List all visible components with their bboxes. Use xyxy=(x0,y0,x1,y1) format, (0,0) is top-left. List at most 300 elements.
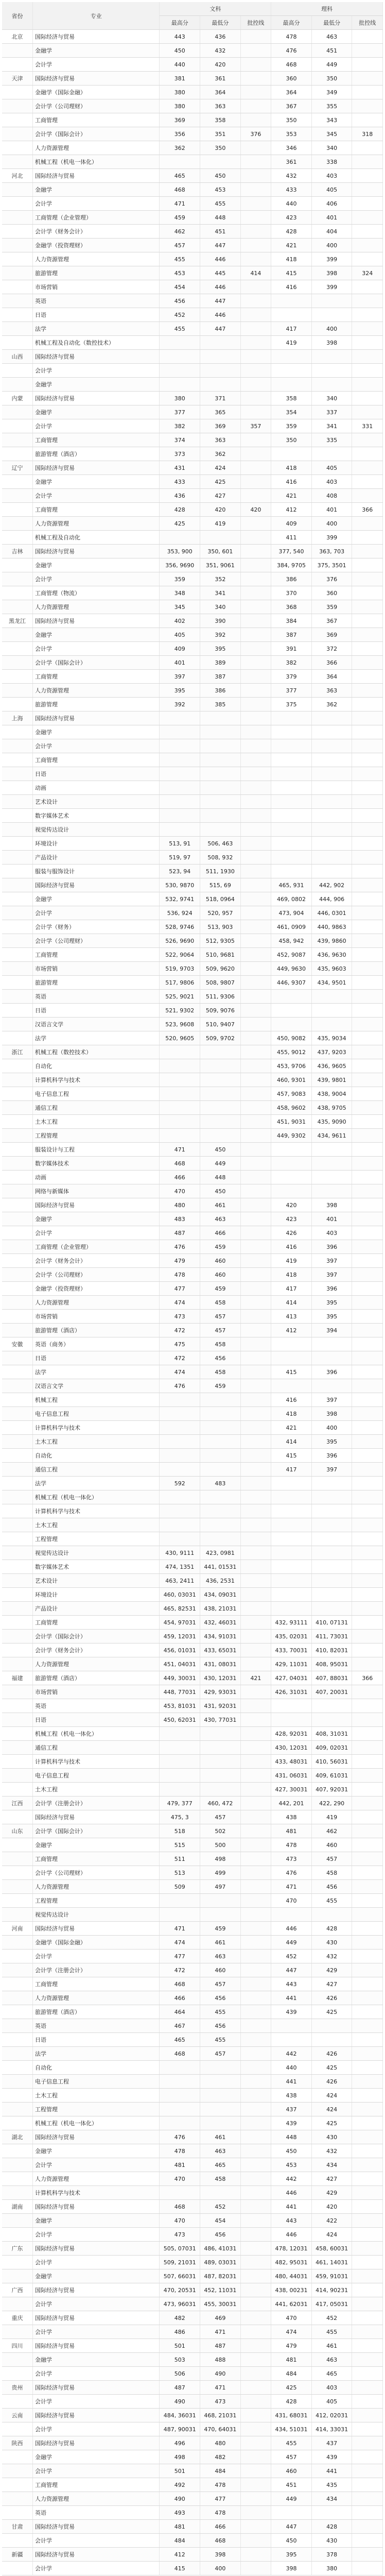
like-min-cell: 460 xyxy=(311,1838,352,1852)
like-min-cell: 442, 902 xyxy=(311,878,352,892)
like-line-cell xyxy=(352,1783,383,1797)
like-min-cell xyxy=(311,837,352,851)
major-cell: 工商管理 xyxy=(32,503,159,517)
wenke-line-cell xyxy=(240,2381,271,2395)
table-row xyxy=(2,1880,383,1894)
like-max-cell xyxy=(271,795,312,809)
major-cell: 机械工程 xyxy=(32,1393,159,1407)
like-max-cell xyxy=(271,1337,312,1351)
wenke-line-cell xyxy=(240,239,271,252)
province-cell xyxy=(2,1699,32,1713)
province-cell xyxy=(2,1031,32,1045)
like-min-cell: 399 xyxy=(311,531,352,545)
like-line-cell xyxy=(352,2242,383,2256)
wenke-line-cell xyxy=(240,433,271,447)
table-row xyxy=(2,99,383,113)
wenke-max-cell: 453 xyxy=(160,266,200,280)
wenke-line-cell xyxy=(240,211,271,225)
like-min-cell xyxy=(311,1713,352,1727)
province-cell xyxy=(2,197,32,211)
like-min-cell: 349 xyxy=(311,86,352,99)
like-min-cell: 422, 290 xyxy=(311,1797,352,1810)
table-row xyxy=(2,2116,383,2130)
wenke-max-cell: 536, 924 xyxy=(160,906,200,920)
wenke-line-cell xyxy=(240,1630,271,1643)
like-line-cell: 318 xyxy=(352,127,383,141)
wenke-line-cell xyxy=(240,823,271,837)
major-cell: 国际经济与贸易 xyxy=(32,1922,159,1936)
like-min-cell: 403 xyxy=(311,1226,352,1240)
wenke-min-cell: 358 xyxy=(200,113,241,127)
wenke-max-cell: 465 xyxy=(160,169,200,183)
province-cell xyxy=(2,725,32,739)
like-min-cell xyxy=(311,1157,352,1171)
like-max-header: 最高分 xyxy=(271,16,312,30)
major-cell: 英语（商务） xyxy=(32,1337,159,1351)
province-cell xyxy=(2,2562,32,2575)
wenke-max-cell: 459, 12031 xyxy=(160,1630,200,1643)
wenke-min-cell: 465 xyxy=(200,2158,241,2172)
like-line-cell xyxy=(352,1087,383,1101)
like-line-cell xyxy=(352,2228,383,2242)
like-line-cell xyxy=(352,2144,383,2158)
province-cell xyxy=(2,670,32,684)
like-line-cell xyxy=(352,1991,383,2005)
like-line-cell xyxy=(352,990,383,1004)
wenke-min-cell: 466 xyxy=(200,2520,241,2534)
like-line-cell xyxy=(352,837,383,851)
like-min-cell xyxy=(311,1602,352,1616)
wenke-line-cell xyxy=(240,1073,271,1087)
wenke-line-cell xyxy=(240,1574,271,1588)
table-row xyxy=(2,1574,383,1588)
major-cell: 会计学 xyxy=(32,2228,159,2242)
major-cell: 会计学（国际会计） xyxy=(32,656,159,670)
like-line-cell xyxy=(352,1477,383,1490)
like-line-cell xyxy=(352,2325,383,2339)
wenke-min-cell: 419 xyxy=(200,517,241,531)
wenke-max-cell: 532, 9741 xyxy=(160,892,200,906)
wenke-max-cell xyxy=(160,2061,200,2075)
like-line-cell xyxy=(352,642,383,656)
province-cell xyxy=(2,1198,32,1212)
province-cell xyxy=(2,1643,32,1657)
table-row xyxy=(2,1894,383,1908)
like-line-cell xyxy=(352,2367,383,2381)
like-line-cell xyxy=(352,197,383,211)
major-cell: 人力资源管理 xyxy=(32,1880,159,1894)
like-max-cell: 386 xyxy=(271,572,312,586)
province-cell xyxy=(2,517,32,531)
table-row xyxy=(2,155,383,169)
wenke-min-cell: 351, 9061 xyxy=(200,558,241,572)
major-header: 专业 xyxy=(32,2,159,30)
major-cell: 产品设计 xyxy=(32,851,159,865)
wenke-min-cell: 447 xyxy=(200,294,241,308)
wenke-max-cell xyxy=(160,823,200,837)
major-cell: 会计学 xyxy=(32,2158,159,2172)
like-max-cell xyxy=(271,753,312,767)
like-min-cell xyxy=(311,1171,352,1184)
wenke-min-cell xyxy=(200,1532,241,1546)
like-min-cell: 397 xyxy=(311,1254,352,1268)
wenke-min-cell: 509, 9702 xyxy=(200,1031,241,1045)
table-row xyxy=(2,1324,383,1337)
table-row xyxy=(2,141,383,155)
like-min-cell: 432 xyxy=(311,2144,352,2158)
wenke-line-cell xyxy=(240,698,271,711)
like-line-cell xyxy=(352,2116,383,2130)
wenke-min-cell: 480 xyxy=(200,2436,241,2450)
province-cell xyxy=(2,837,32,851)
major-cell: 土木工程 xyxy=(32,2089,159,2103)
like-min-cell: 397 xyxy=(311,1393,352,1407)
like-max-cell: 470 xyxy=(271,2311,312,2325)
like-min-cell xyxy=(311,865,352,878)
wenke-line-cell xyxy=(240,1657,271,1671)
major-cell: 动画 xyxy=(32,1171,159,1184)
wenke-line-cell xyxy=(240,1797,271,1810)
like-max-cell xyxy=(271,823,312,837)
wenke-min-cell: 455 xyxy=(200,197,241,211)
wenke-min-cell xyxy=(200,2186,241,2200)
like-max-cell: 411 xyxy=(271,531,312,545)
wenke-line-cell xyxy=(240,2172,271,2186)
wenke-max-cell: 476 xyxy=(160,2130,200,2144)
wenke-max-cell: 468 xyxy=(160,183,200,197)
major-cell: 自动化 xyxy=(32,2061,159,2075)
like-max-cell: 417 xyxy=(271,1463,312,1477)
major-cell: 通信工程 xyxy=(32,1463,159,1477)
wenke-min-cell: 452, 11031 xyxy=(200,2283,241,2297)
like-min-cell: 439 xyxy=(311,2450,352,2464)
wenke-max-cell: 465 xyxy=(160,2033,200,2047)
table-row xyxy=(2,1101,383,1115)
table-body xyxy=(2,30,383,2575)
table-row xyxy=(2,2436,383,2450)
wenke-line-cell xyxy=(240,2339,271,2353)
like-line-cell xyxy=(352,239,383,252)
wenke-line-cell xyxy=(240,572,271,586)
province-cell xyxy=(2,1755,32,1769)
wenke-min-cell: 433, 65031 xyxy=(200,1643,241,1657)
wenke-line-cell xyxy=(240,545,271,558)
wenke-line-cell xyxy=(240,1157,271,1171)
wenke-min-cell: 350 xyxy=(200,141,241,155)
like-max-cell: 430, 12031 xyxy=(271,1741,312,1755)
wenke-line-cell xyxy=(240,322,271,336)
table-row xyxy=(2,58,383,72)
like-max-cell: 449 xyxy=(271,2492,312,2506)
wenke-max-cell: 428 xyxy=(160,503,200,517)
like-max-cell: 440 xyxy=(271,197,312,211)
wenke-min-cell: 438, 21031 xyxy=(200,1602,241,1616)
province-cell xyxy=(2,809,32,823)
like-line-cell xyxy=(352,1184,383,1198)
like-max-cell: 452, 9087 xyxy=(271,948,312,962)
wenke-max-cell: 448, 77031 xyxy=(160,1685,200,1699)
like-min-cell: 435, 9603 xyxy=(311,962,352,976)
like-min-cell: 401 xyxy=(311,503,352,517)
province-cell xyxy=(2,572,32,586)
major-cell: 工商管理 xyxy=(32,948,159,962)
admission-score-table-page xyxy=(2,2,383,2575)
wenke-line-cell xyxy=(240,86,271,99)
like-min-cell: 380 xyxy=(311,2562,352,2575)
like-line-cell xyxy=(352,1532,383,1546)
province-cell xyxy=(2,823,32,837)
wenke-max-cell xyxy=(160,2075,200,2089)
wenke-min-cell: 457 xyxy=(200,2047,241,2061)
like-min-cell: 404 xyxy=(311,225,352,239)
like-max-cell xyxy=(271,809,312,823)
like-line-cell xyxy=(352,1810,383,1824)
province-cell xyxy=(2,1477,32,1490)
like-line-cell xyxy=(352,711,383,725)
wenke-min-cell xyxy=(200,1087,241,1101)
major-cell: 产品设计 xyxy=(32,1602,159,1616)
province-cell xyxy=(2,948,32,962)
like-min-cell xyxy=(311,1518,352,1532)
like-max-cell: 391 xyxy=(271,642,312,656)
wenke-max-cell: 462 xyxy=(160,225,200,239)
province-cell xyxy=(2,698,32,711)
major-cell: 国际经济与贸易 xyxy=(32,392,159,405)
like-line-cell xyxy=(352,30,383,44)
like-max-cell: 409 xyxy=(271,517,312,531)
wenke-line-cell xyxy=(240,2409,271,2422)
wenke-max-cell: 436 xyxy=(160,489,200,503)
wenke-min-cell: 436 xyxy=(200,30,241,44)
like-line-cell xyxy=(352,878,383,892)
like-max-cell: 354 xyxy=(271,405,312,419)
major-cell: 土木工程 xyxy=(32,1435,159,1449)
wenke-min-cell: 460 xyxy=(200,1963,241,1977)
like-line-cell xyxy=(352,1296,383,1310)
wenke-max-cell: 449, 30031 xyxy=(160,1671,200,1685)
like-max-cell: 435, 02031 xyxy=(271,1630,312,1643)
wenke-max-cell: 470 xyxy=(160,1184,200,1198)
wenke-min-cell xyxy=(200,781,241,795)
major-cell: 会计学 xyxy=(32,419,159,433)
like-line-header: 批控线 xyxy=(352,16,383,30)
wenke-min-cell xyxy=(200,531,241,545)
table-row xyxy=(2,2492,383,2506)
major-cell: 英语 xyxy=(32,2506,159,2520)
major-cell: 国际经济与贸易 xyxy=(32,2242,159,2256)
wenke-line-cell xyxy=(240,2228,271,2242)
like-max-cell: 476 xyxy=(271,44,312,58)
like-min-cell: 401 xyxy=(311,1212,352,1226)
wenke-line-cell xyxy=(240,781,271,795)
wenke-max-cell: 479 xyxy=(160,1254,200,1268)
province-cell xyxy=(2,225,32,239)
wenke-min-cell xyxy=(200,2061,241,2075)
wenke-line-cell xyxy=(240,1268,271,1282)
like-line-cell xyxy=(352,725,383,739)
major-cell: 旅游管理 xyxy=(32,266,159,280)
like-min-cell xyxy=(311,725,352,739)
table-row xyxy=(2,711,383,725)
like-max-cell: 447 xyxy=(271,1963,312,1977)
wenke-max-cell: 345 xyxy=(160,600,200,614)
major-cell: 国际经济与贸易 xyxy=(32,30,159,44)
wenke-line-cell xyxy=(240,2116,271,2130)
wenke-min-cell: 513, 903 xyxy=(200,920,241,934)
like-line-cell xyxy=(352,2061,383,2075)
like-min-cell: 360 xyxy=(311,586,352,600)
wenke-max-cell: 483 xyxy=(160,1212,200,1226)
wenke-max-cell xyxy=(160,1087,200,1101)
province-cell: 黑龙江 xyxy=(2,614,32,628)
wenke-max-cell: 474 xyxy=(160,1296,200,1310)
major-cell: 工程管理 xyxy=(32,1129,159,1143)
like-max-cell: 447 xyxy=(271,2520,312,2534)
like-line-cell xyxy=(352,1588,383,1602)
wenke-max-cell: 468 xyxy=(160,1977,200,1991)
wenke-min-cell: 425 xyxy=(200,475,241,489)
wenke-line-cell xyxy=(240,1282,271,1296)
province-cell xyxy=(2,1783,32,1797)
like-max-cell: 458, 9602 xyxy=(271,1101,312,1115)
table-row xyxy=(2,1018,383,1031)
like-max-cell: 414 xyxy=(271,1435,312,1449)
wenke-max-cell: 480 xyxy=(160,1198,200,1212)
wenke-line-cell xyxy=(240,2103,271,2116)
wenke-line-cell xyxy=(240,795,271,809)
wenke-min-cell: 471 xyxy=(200,2381,241,2395)
table-row xyxy=(2,1310,383,1324)
wenke-max-cell: 473 xyxy=(160,2228,200,2242)
like-min-cell: 439, 9801 xyxy=(311,1073,352,1087)
wenke-line-cell xyxy=(240,1031,271,1045)
wenke-max-cell xyxy=(160,739,200,753)
wenke-max-cell: 353, 900 xyxy=(160,545,200,558)
wenke-line-cell xyxy=(240,2367,271,2381)
table-row xyxy=(2,948,383,962)
wenke-line-cell: 376 xyxy=(240,127,271,141)
table-row xyxy=(2,614,383,628)
wenke-min-cell: 511, 1930 xyxy=(200,865,241,878)
major-cell: 网络与新媒体 xyxy=(32,1184,159,1198)
like-max-cell: 382 xyxy=(271,656,312,670)
wenke-line-cell xyxy=(240,99,271,113)
like-min-cell: 434, 9501 xyxy=(311,976,352,990)
like-max-cell: 428, 92031 xyxy=(271,1727,312,1741)
like-max-cell: 449 xyxy=(271,1936,312,1950)
like-line-cell xyxy=(352,1797,383,1810)
wenke-min-cell: 455, 30031 xyxy=(200,2297,241,2311)
wenke-max-cell: 475, 3 xyxy=(160,1810,200,1824)
admission-score-table xyxy=(2,2,383,2575)
major-cell: 人力资源管理 xyxy=(32,2492,159,2506)
wenke-max-cell: 523, 9608 xyxy=(160,1018,200,1031)
wenke-max-cell: 493 xyxy=(160,2506,200,2520)
major-cell: 人力资源管理 xyxy=(32,252,159,266)
wenke-line-cell xyxy=(240,2422,271,2436)
like-max-cell xyxy=(271,378,312,392)
wenke-line-cell xyxy=(240,1741,271,1755)
province-cell xyxy=(2,1560,32,1574)
like-line-cell xyxy=(352,1143,383,1157)
wenke-min-cell: 463 xyxy=(200,1950,241,1963)
wenke-line-cell xyxy=(240,2520,271,2534)
wenke-max-cell: 450, 62031 xyxy=(160,1713,200,1727)
wenke-min-cell: 483 xyxy=(200,1477,241,1490)
like-line-cell xyxy=(352,1254,383,1268)
major-cell: 会计学（国际会计） xyxy=(32,1630,159,1643)
like-line-cell xyxy=(352,962,383,976)
wenke-min-cell: 450 xyxy=(200,1184,241,1198)
wenke-min-cell: 477 xyxy=(200,2492,241,2506)
like-max-cell: 442, 201 xyxy=(271,1797,312,1810)
like-min-cell: 343 xyxy=(311,113,352,127)
province-cell xyxy=(2,906,32,920)
like-max-cell xyxy=(271,711,312,725)
like-max-cell: 395 xyxy=(271,2548,312,2562)
wenke-max-cell xyxy=(160,364,200,378)
like-min-cell: 419 xyxy=(311,1810,352,1824)
wenke-max-cell xyxy=(160,1421,200,1435)
table-row xyxy=(2,1657,383,1671)
like-line-cell xyxy=(352,1129,383,1143)
like-line-cell xyxy=(352,141,383,155)
like-line-cell xyxy=(352,1699,383,1713)
major-cell: 金融学 xyxy=(32,1212,159,1226)
wenke-line-cell xyxy=(240,364,271,378)
major-cell: 金融学（投资理财） xyxy=(32,1282,159,1296)
like-max-cell: 398 xyxy=(271,2562,312,2575)
wenke-max-cell: 356, 9690 xyxy=(160,558,200,572)
wenke-max-cell xyxy=(160,1129,200,1143)
like-min-cell: 395 xyxy=(311,1296,352,1310)
wenke-line-cell xyxy=(240,934,271,948)
table-row xyxy=(2,2144,383,2158)
province-cell xyxy=(2,2172,32,2186)
major-cell: 法学 xyxy=(32,1365,159,1379)
province-cell: 上海 xyxy=(2,711,32,725)
table-row xyxy=(2,962,383,976)
wenke-min-cell: 470, 64031 xyxy=(200,2422,241,2436)
province-cell xyxy=(2,1351,32,1365)
wenke-line-cell: 414 xyxy=(240,266,271,280)
major-cell: 会计学 xyxy=(32,2464,159,2478)
like-max-cell xyxy=(271,1518,312,1532)
like-max-cell: 465, 931 xyxy=(271,878,312,892)
province-cell xyxy=(2,795,32,809)
like-line-cell xyxy=(352,1268,383,1282)
like-group-header: 理科 xyxy=(271,2,383,16)
table-row xyxy=(2,1991,383,2005)
like-max-cell: 418 xyxy=(271,1268,312,1282)
province-cell: 四川 xyxy=(2,2339,32,2353)
like-min-cell: 408, 95031 xyxy=(311,1657,352,1671)
province-cell: 贵州 xyxy=(2,2381,32,2395)
table-row xyxy=(2,2089,383,2103)
wenke-max-cell: 513 xyxy=(160,1866,200,1880)
like-min-cell: 425 xyxy=(311,2116,352,2130)
like-max-cell xyxy=(271,364,312,378)
table-row xyxy=(2,558,383,572)
major-cell: 国际经济与贸易 xyxy=(32,2339,159,2353)
table-row xyxy=(2,239,383,252)
like-max-cell: 421 xyxy=(271,239,312,252)
like-min-cell: 452 xyxy=(311,2311,352,2325)
province-cell xyxy=(2,433,32,447)
like-line-cell xyxy=(352,2450,383,2464)
table-row xyxy=(2,2256,383,2269)
wenke-max-cell: 468 xyxy=(160,2200,200,2214)
